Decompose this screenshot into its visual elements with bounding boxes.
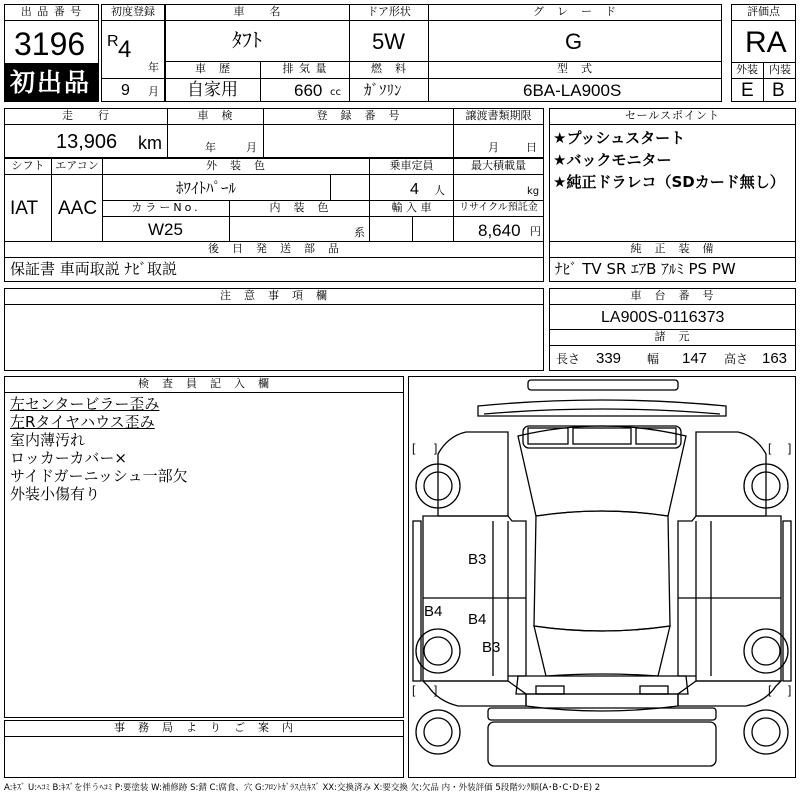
capacity: 4 — [410, 181, 419, 198]
car-name-label: 車 名 — [233, 5, 282, 18]
spare-wheel-left — [416, 710, 460, 754]
int-score: B — [772, 80, 785, 101]
grade-label: グ レ ー ド — [533, 5, 617, 18]
damage-mark-b3-lower: B3 — [482, 639, 501, 656]
factory-equip: ﾅﾋﾞ TV SR ｴｱB ｱﾙﾐ PS PW — [555, 260, 736, 278]
transfer-label: 譲渡書類期限 — [465, 109, 532, 122]
ext-color-label: 外 装 色 — [206, 159, 266, 172]
car-diagram — [408, 376, 796, 778]
aircon-label: エアコン — [55, 159, 99, 172]
ext-label: 外装 — [736, 63, 758, 76]
dims-label: 諸 元 — [654, 330, 691, 343]
notes-label: 注 意 事 項 欄 — [220, 289, 328, 302]
score-label: 評価点 — [747, 5, 780, 18]
width-label: 幅 — [647, 352, 660, 366]
transfer-day-unit: 日 — [526, 141, 537, 154]
int-color-unit: 系 — [354, 226, 365, 239]
rear-left-fender — [423, 681, 526, 706]
lot-number-label: 出 品 番 号 — [20, 5, 83, 18]
height-label: 高さ — [724, 352, 749, 366]
width: 147 — [682, 350, 708, 367]
svg-text:[: [ — [768, 441, 772, 455]
mileage-unit: km — [138, 133, 162, 153]
front-bumper — [528, 380, 678, 390]
score: RA — [745, 26, 787, 59]
front-left-fender — [438, 432, 508, 516]
height: 163 — [762, 350, 788, 367]
transfer-month-unit: 月 — [488, 141, 499, 154]
windshield — [518, 426, 686, 516]
inspection-year-unit: 年 — [205, 141, 216, 154]
rear-right-fender — [678, 681, 781, 706]
front-right-fender — [696, 432, 766, 516]
mileage: 13,906 — [56, 131, 118, 153]
reg-month: 9 — [121, 82, 130, 99]
grade: G — [565, 29, 583, 54]
recycle-label: リサイクル預託金 — [459, 202, 538, 213]
rear-window — [534, 626, 670, 676]
rear-panel — [488, 722, 716, 766]
capacity-unit: 人 — [434, 184, 445, 197]
import-label: 輸 入 車 — [391, 201, 432, 214]
fuel-label: 燃 料 — [371, 62, 407, 75]
later-items-label: 後 日 発 送 部 品 — [208, 242, 340, 255]
recycle-unit: 円 — [530, 225, 541, 238]
damage-mark-b3-upper: B3 — [468, 551, 487, 568]
spare-wheel-right — [744, 710, 788, 754]
model-code: 6BA-LA900S — [523, 81, 622, 100]
fuel: ｶﾞｿﾘﾝ — [364, 81, 402, 99]
svg-text:]: ] — [788, 683, 792, 697]
svg-text:[: [ — [412, 683, 416, 697]
int-label: 内装 — [769, 63, 791, 76]
inspector-note-2: 左Rタイヤハウス歪み — [10, 413, 155, 431]
inspection-month-unit: 月 — [246, 141, 257, 154]
shift: IAT — [10, 198, 39, 219]
later-items: 保証書 車両取説 ﾅﾋﾞ取説 — [10, 260, 178, 278]
reg-no-label: 登 録 番 号 — [316, 109, 401, 122]
sales-points-label: セールスポイント — [624, 109, 720, 122]
month-unit: 月 — [148, 85, 159, 98]
displacement-unit: cc — [330, 87, 341, 98]
sales-point-2: ★バックモニター — [553, 151, 672, 169]
car-history: 自家用 — [187, 80, 238, 100]
model-label: 型 式 — [557, 62, 593, 75]
aircon: AAC — [58, 198, 98, 219]
car-history-label: 車 歴 — [195, 62, 231, 75]
mileage-label: 走 行 — [62, 109, 110, 122]
first-reg-label: 初度登録 — [111, 5, 155, 18]
inspection-label: 車 検 — [197, 109, 234, 122]
reg-year: 4 — [118, 36, 132, 63]
door-type: 5W — [372, 29, 405, 54]
sales-point-3: ★純正ドラレコ（SDカード無し） — [553, 173, 785, 191]
ext-score: E — [741, 80, 754, 101]
year-unit: 年 — [148, 61, 159, 74]
length-label: 長さ — [556, 352, 581, 366]
inspector-note-5: サイドガーニッシュ一部欠 — [10, 467, 188, 485]
rear-bumper — [488, 708, 716, 720]
svg-text:]: ] — [434, 683, 438, 697]
hood-outline — [478, 400, 726, 416]
chassis-label: 車 台 番 号 — [630, 289, 715, 302]
lot-number: 3196 — [14, 26, 86, 62]
svg-text:]: ] — [434, 441, 438, 455]
max-load-label: 最大積載量 — [471, 159, 526, 172]
era: R — [107, 33, 119, 50]
inspector-note-6: 外装小傷有り — [10, 485, 101, 503]
svg-text:]: ] — [788, 441, 792, 455]
color-no: W25 — [148, 220, 183, 239]
displacement-label: 排 気 量 — [282, 62, 328, 75]
svg-text:[: [ — [768, 683, 772, 697]
roof — [534, 511, 670, 631]
length: 339 — [596, 350, 622, 367]
inspector-label: 検 査 員 記 入 欄 — [138, 377, 270, 390]
legend-footer: A:ｷｽﾞ U:ﾍｺﾐ B:ｷｽﾞを伴うﾍｺﾐ P:要塗装 W:補修跡 S:錆 C:腐食、穴 G:ﾌﾛﾝﾄｶﾞﾗｽ点ｷｽﾞ XX:交換済み X:要交換 欠:欠品 内・外装評価 5段階ﾗﾝｸ順(A･B･C･D･E) 2 — [4, 783, 601, 793]
sales-point-1: ★プッシュスタート — [553, 129, 686, 147]
shift-label: シフト — [11, 159, 45, 172]
door-label: ドア形状 — [367, 5, 411, 18]
inspector-note-1: 左センタービラー歪み — [10, 395, 160, 413]
recycle-fee: 8,640 — [478, 221, 521, 240]
max-load-unit: kg — [527, 186, 540, 197]
chassis-number: LA900S-0116373 — [601, 309, 725, 326]
damage-mark-b4-side: B4 — [424, 603, 443, 620]
capacity-label: 乗車定員 — [389, 159, 434, 172]
int-color-label: 内 装 色 — [269, 201, 330, 214]
car-name: ﾀﾌﾄ — [232, 28, 262, 52]
displacement: 660 — [294, 81, 323, 100]
factory-equip-label: 純 正 装 備 — [630, 242, 715, 255]
damage-mark-b4-mid: B4 — [468, 611, 487, 628]
office-label: 事 務 局 よ り ご 案 内 — [114, 721, 294, 734]
svg-text:[: [ — [412, 441, 416, 455]
inspector-note-3: 室内薄汚れ — [10, 431, 86, 449]
color-no-label: カラーNo. — [131, 201, 201, 214]
first-listing-text: 初出品 — [10, 68, 92, 97]
inspector-note-4: ロッカーカバー× — [10, 449, 127, 467]
ext-color: ﾎﾜｲﾄﾊﾟｰﾙ — [176, 179, 237, 197]
